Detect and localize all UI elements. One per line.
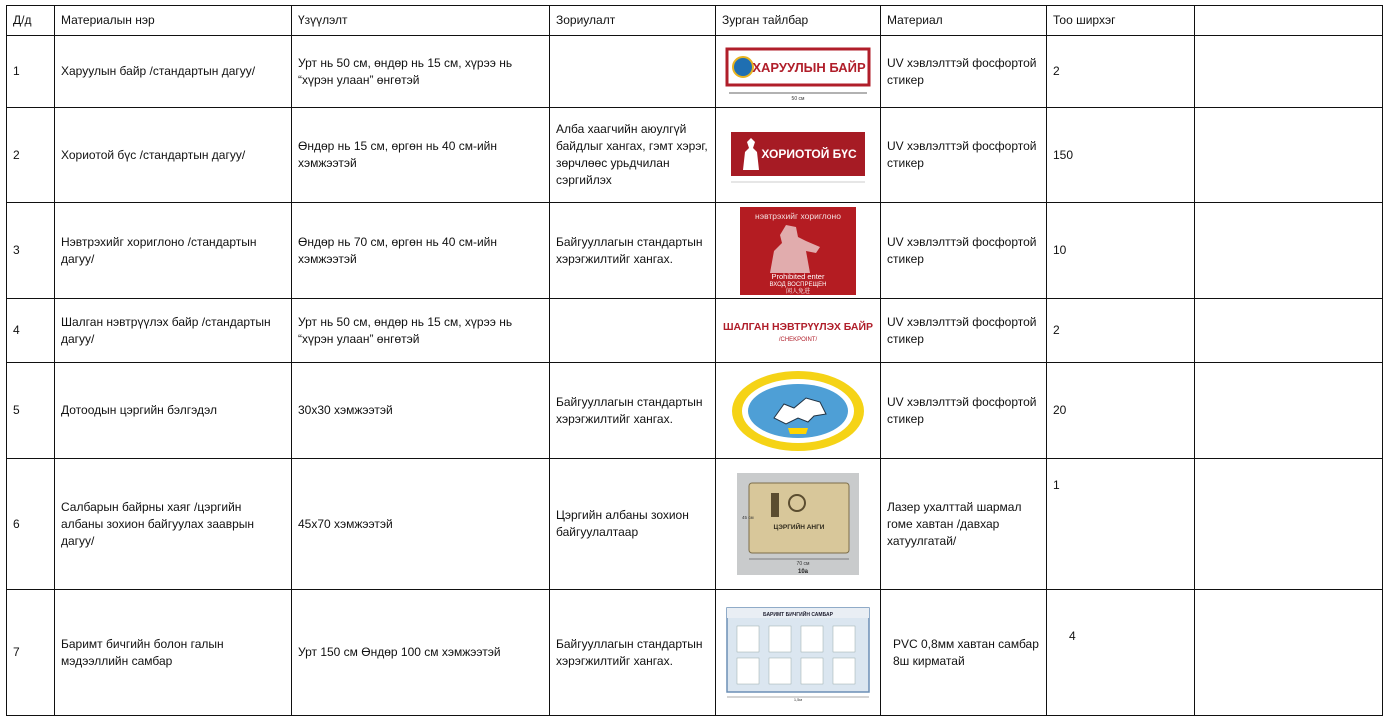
- quantity: 2: [1047, 299, 1195, 363]
- material: Лазер ухалттай шармал гоме хавтан /давхар хатуулгатай/: [881, 459, 1047, 590]
- row-number: 6: [7, 459, 55, 590]
- header-qty: Тоо ширхэг: [1047, 6, 1195, 36]
- checkpoint-sign-image: [720, 314, 876, 348]
- header-image: Зурган тайлбар: [716, 6, 881, 36]
- table-row: [7, 203, 1383, 299]
- sign-text: ХОРИОТОЙ БҮС: [761, 147, 857, 161]
- purpose: Байгууллагын стандартын хэрэгжилтийг хангах.: [550, 363, 716, 459]
- material: UV хэвлэлттэй фосфортой стикер: [881, 108, 1047, 203]
- purpose: [550, 36, 716, 108]
- table-row: [7, 590, 1383, 716]
- table-row: [7, 108, 1383, 203]
- restricted-zone-sign-image: [723, 122, 873, 188]
- material-name: Баримт бичгийн болон галын мэдээллийн самбар: [55, 590, 292, 716]
- material: UV хэвлэлттэй фосфортой стикер: [881, 363, 1047, 459]
- dimension-label: 50 см: [791, 95, 805, 102]
- specification: Өндөр нь 15 см, өргөн нь 40 см-ийн хэмжээтэй: [292, 108, 550, 203]
- table-row: [7, 299, 1383, 363]
- image-cell: [716, 108, 881, 203]
- specification: 30х30 хэмжээтэй: [292, 363, 550, 459]
- header-material: Материал: [881, 6, 1047, 36]
- unit-plaque-image: [737, 473, 859, 575]
- extra-cell: [1195, 299, 1383, 363]
- material-name: Дотоодын цэргийн бэлгэдэл: [55, 363, 292, 459]
- quantity: 20: [1047, 363, 1195, 459]
- specification: Урт нь 50 см, өндөр нь 15 см, хүрээ нь “хүрэн улаан” өнгөтэй: [292, 299, 550, 363]
- specification: Урт нь 50 см, өндөр нь 15 см, хүрээ нь “хүрэн улаан” өнгөтэй: [292, 36, 550, 108]
- purpose: [550, 299, 716, 363]
- row-number: 3: [7, 203, 55, 299]
- quantity: 2: [1047, 36, 1195, 108]
- image-cell: [716, 363, 881, 459]
- sign-line-english: Prohibited enter: [771, 271, 825, 281]
- sign-title: нэвтрэхийг хориглоно: [755, 210, 841, 221]
- extra-cell: [1195, 590, 1383, 716]
- sign-text: ХАРУУЛЫН БАЙР: [752, 59, 866, 75]
- sign-text: ШАЛГАН НЭВТРҮҮЛЭХ БАЙР: [722, 320, 874, 333]
- image-cell: [716, 299, 881, 363]
- table-row: [7, 363, 1383, 459]
- header-purpose: Зориулалт: [550, 6, 716, 36]
- quantity: 1: [1047, 459, 1195, 590]
- header-no: Д/д: [7, 6, 55, 36]
- material-name: Нэвтрэхийг хориглоно /стандартын дагуу/: [55, 203, 292, 299]
- image-cell: [716, 459, 881, 590]
- no-entry-sign-image: [740, 207, 856, 295]
- quantity: 4: [1047, 590, 1195, 716]
- row-number: 7: [7, 590, 55, 716]
- table-row: [7, 459, 1383, 590]
- specification: Өндөр нь 70 см, өргөн нь 40 см-ийн хэмжээтэй: [292, 203, 550, 299]
- material-name: Харуулын байр /стандартын дагуу/: [55, 36, 292, 108]
- row-number: 1: [7, 36, 55, 108]
- document-board-image: [725, 604, 871, 702]
- extra-cell: [1195, 36, 1383, 108]
- plaque-label: 10а: [797, 569, 809, 575]
- extra-cell: [1195, 363, 1383, 459]
- material: UV хэвлэлттэй фосфортой стикер: [881, 299, 1047, 363]
- quantity: 150: [1047, 108, 1195, 203]
- material-name: Салбарын байрны хаяг /цэргийн албаны зохион байгуулах зааврын дагуу/: [55, 459, 292, 590]
- sign-line-chinese: 闲人免进: [785, 287, 811, 295]
- header-spec: Үзүүлэлт: [292, 6, 550, 36]
- row-number: 4: [7, 299, 55, 363]
- board-dimension: 1,5м: [793, 696, 803, 702]
- internal-troops-emblem-image: [728, 368, 868, 454]
- purpose: Байгууллагын стандартын хэрэгжилтийг хангах.: [550, 590, 716, 716]
- purpose: Байгууллагын стандартын хэрэгжилтийг хангах.: [550, 203, 716, 299]
- material-name: Шалган нэвтрүүлэх байр /стандартын дагуу/: [55, 299, 292, 363]
- sign-line-russian: ВХОД ВОСПРЕЩЕН: [769, 281, 827, 288]
- spreadsheet: [6, 5, 1382, 717]
- material-name: Хориотой бүс /стандартын дагуу/: [55, 108, 292, 203]
- material: UV хэвлэлттэй фосфортой стикер: [881, 36, 1047, 108]
- image-cell: [716, 203, 881, 299]
- header-extra: [1195, 6, 1383, 36]
- specification: Урт 150 см Өндөр 100 см хэмжээтэй: [292, 590, 550, 716]
- extra-cell: [1195, 108, 1383, 203]
- extra-cell: [1195, 203, 1383, 299]
- header-row: [7, 6, 1383, 36]
- material: PVC 0,8мм хавтан самбар 8ш кирматай: [881, 590, 1047, 716]
- guard-post-sign-image: [723, 41, 873, 103]
- image-cell: [716, 36, 881, 108]
- plaque-width: 70 см: [796, 561, 810, 567]
- purpose: Алба хаагчийн аюулгүй байдлыг хангах, гэмт хэрэг, зөрчлөөс урьдчилан сэргийлэх: [550, 108, 716, 203]
- material: UV хэвлэлттэй фосфортой стикер: [881, 203, 1047, 299]
- table-row: [7, 36, 1383, 108]
- extra-cell: [1195, 459, 1383, 590]
- purpose: Цэргийн албаны зохион байгуулалтаар: [550, 459, 716, 590]
- header-name: Материалын нэр: [55, 6, 292, 36]
- row-number: 5: [7, 363, 55, 459]
- row-number: 2: [7, 108, 55, 203]
- board-title: БАРИМТ БИЧГИЙН САМБАР: [763, 611, 833, 618]
- plaque-text: ЦЭРГИЙН АНГИ: [773, 524, 825, 531]
- image-cell: [716, 590, 881, 716]
- materials-table: [6, 5, 1383, 716]
- quantity: 10: [1047, 203, 1195, 299]
- sign-subtext: /CHEKPOINT/: [778, 336, 818, 343]
- specification: 45х70 хэмжээтэй: [292, 459, 550, 590]
- plaque-height: 45 см: [742, 515, 754, 520]
